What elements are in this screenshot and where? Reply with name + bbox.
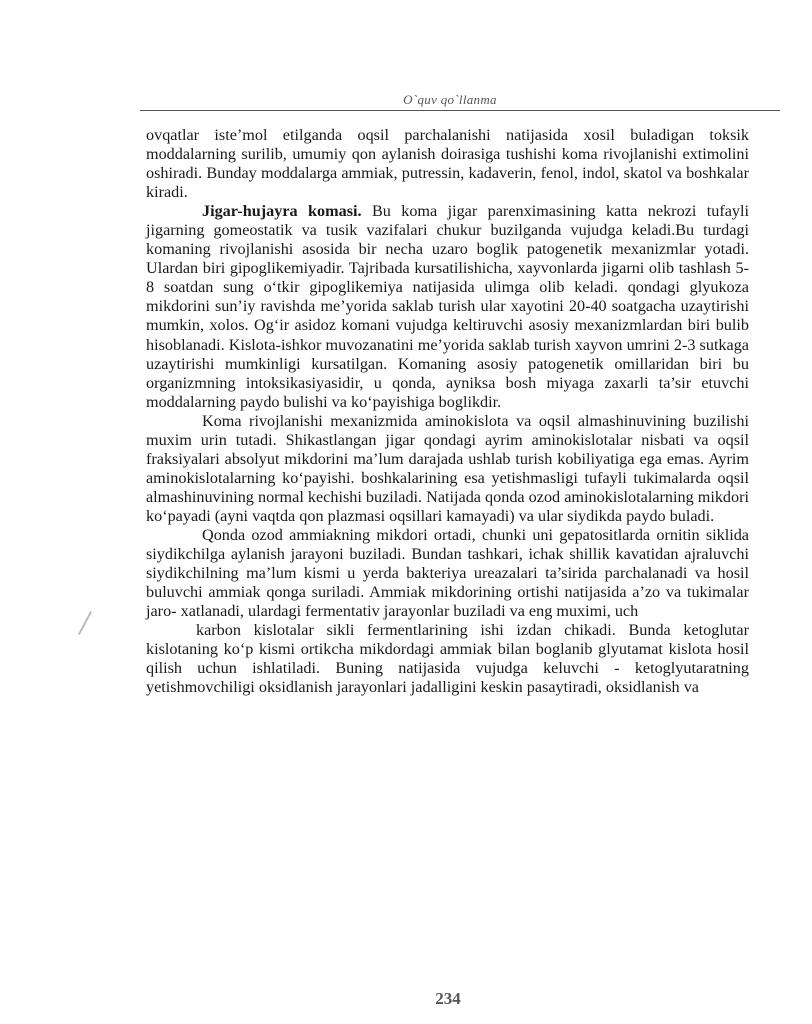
running-header-title: O`quv qo`llanma (403, 92, 497, 107)
body-text (146, 126, 749, 697)
paragraph-continuation: ovqatlar iste’mol etilganda oqsil parchalanishi natijasida xosil buladigan toksik moddalarning surilib, umumiy qon aylanish doirasiga tushishi koma rivojlanishi extimolini oshiradi. Bunday moddalarga ammiak, putressin, kadaverin, fenol, indol, skatol va boshkalar kiradi. (146, 126, 749, 202)
margin-pencil-mark (78, 611, 92, 635)
paragraph-text: Bu koma jigar parenximasining katta nekrozi tufayli jigarning gomeostatik va tusik vazifalari chukur buzilganda vujudga keladi.Bu turdagi komaning rivojlanishi asosida bir necha uzaro boglik patogenetik mexanizmlar yotadi. Ulardan biri gipoglikemiyadir. Tajribada kursatilishicha, xayvonlarda jigarni olib tashlash 5-8 soatdan sung o‘tkir gipoglikemiya natijasida ulimga olib keladi. qondagi glyukoza mikdorini sun’iy ravishda me’yorida saklab turish ular xayotini 20-40 soatgacha uzaytirishi mumkin, xolos. Og‘ir asidoz komani vujudga keltiruvchi asosiy mexanizmlardan biri bulib hisoblanadi. Kislota-ishkor muvozanatini me’yorida saklab turish xayvon umrini 2-3 sutkaga uzaytirishi mumkinligi kursatilgan. Komaning asosiy patogenetik omillaridan biri bu organizmning intoksikasiyasidir, u qonda, ayniksa bosh miyaga zaxarli ta’sir etuvchi moddalarning paydo bulishi va ko‘payishiga boglikdir. (146, 202, 749, 411)
paragraph-karbon-kislotalar: karbon kislotalar sikli fermentlarining ishi izdan chikadi. Bunda ketoglutar kislotaning ko‘p kismi ortikcha mikdordagi ammiak bilan boglanib glyutamat kislota hosil qilish uchun ishlatiladi. Buning natijasida vujudga keluvchi - ketoglyutaratning yetishmovchiligi oksidlanish jarayonlari jadalligini keskin pasaytiradi, oksidlanish va (146, 621, 749, 697)
paragraph-koma-mexanizmi: Koma rivojlanishi mexanizmida aminokislota va oqsil almashinuvining buzilishi muxim urin tutadi. Shikastlangan jigar qondagi ayrim aminokislotalar nisbati va oqsil fraksiyalari absolyut mikdorini ma’lum darajada ushlab turish kobiliyatiga ega emas. Ayrim aminokislotalarning ko‘payishi. boshkalarining esa yetishmasligi tufayli tukimalarda oqsil almashinuvining normal kechishi buziladi. Natijada qonda ozod aminokislotalarning mikdori ko‘payadi (ayni vaqtda qon plazmasi oqsillari kamayadi) va ular siydikda paydo buladi. (146, 411, 749, 525)
paragraph-jigar-hujayra-komasi (146, 202, 749, 412)
section-heading: Jigar-hujayra komasi. (202, 202, 362, 221)
page-number: 234 (435, 989, 461, 1008)
header-rule (140, 110, 780, 111)
page-header (140, 92, 780, 114)
paragraph-ammiak: Qonda ozod ammiakning mikdori ortadi, chunki uni gepatositlarda ornitin siklida siydikchilga aylanish jarayoni buziladi. Bundan tashkari, ichak shillik kavatidan ajraluvchi siydikchilning ma’lum kismi u yerda bakteriya ureazalari ta’sirida parchalanadi va hosil buluvchi ammiak qonga suriladi. Ammiak mikdorining ortishi natijasida a’zo va tukimalar jaro- xatlanadi, ulardagi fermentativ jarayonlar buziladi va eng muximi, uch (146, 525, 749, 621)
